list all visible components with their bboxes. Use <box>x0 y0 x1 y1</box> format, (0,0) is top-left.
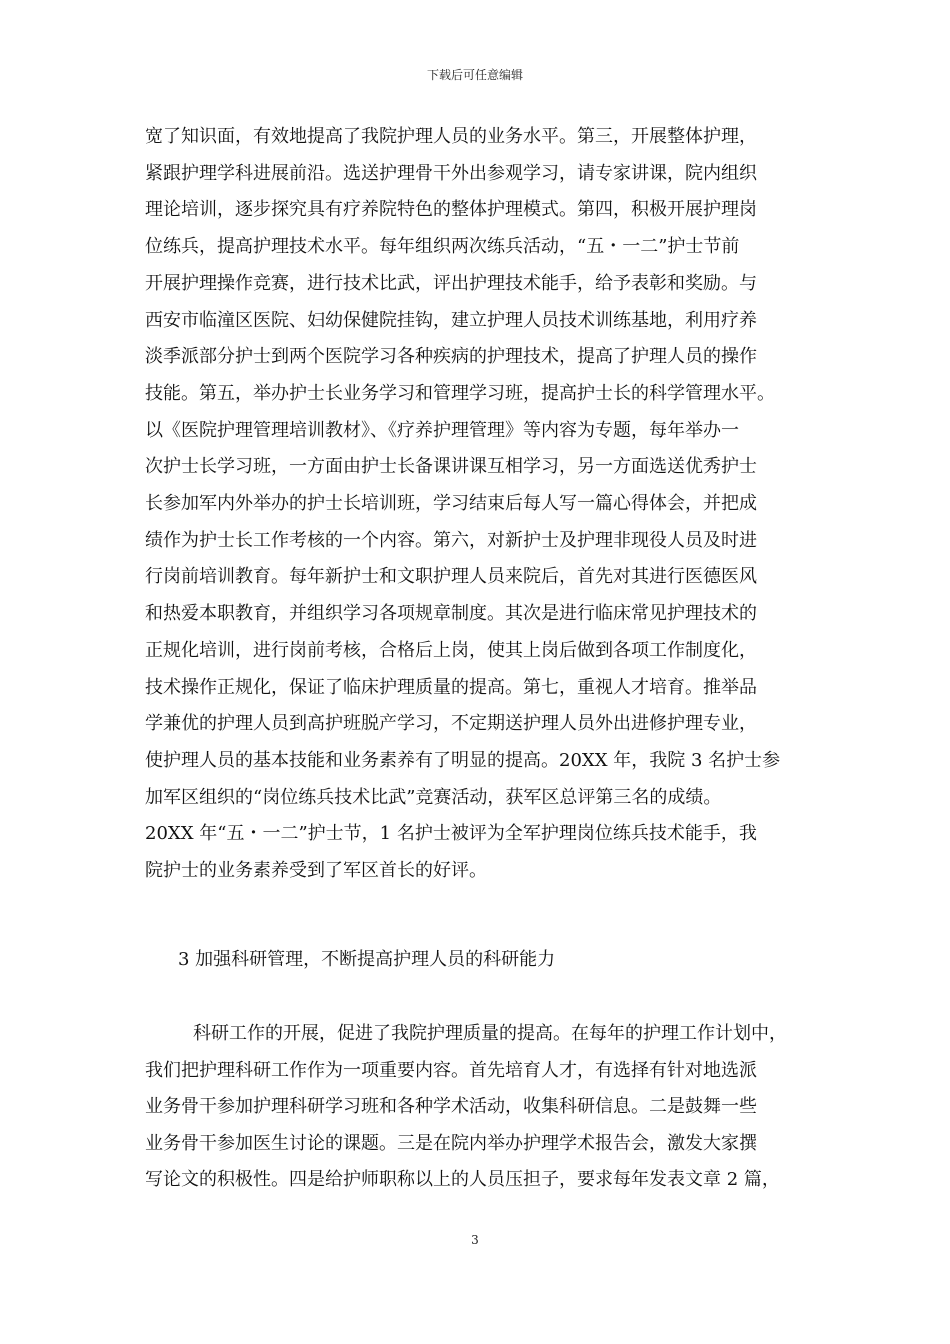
text-line: 和热爱本职教育，并组织学习各项规章制度。其次是进行临床常见护理技术的 <box>145 603 757 625</box>
text-line: 院护士的业务素养受到了军区首长的好评。 <box>145 860 487 881</box>
text-line: 长参加军内外举办的护士长培训班，学习结束后每人写一篇心得体会，并把成 <box>145 493 757 514</box>
text-line: 淡季派部分护士到两个医院学习各种疾病的护理技术，提高了护理人员的操作 <box>145 346 757 368</box>
text-line: 西安市临潼区医院、妇幼保健院挂钩，建立护理人员技术训练基地，利用疗养 <box>145 309 757 331</box>
text-line: 宽了知识面，有效地提高了我院护理人员的业务水平。第三，开展整体护理， <box>145 126 757 147</box>
text-line: 绩作为护士长工作考核的一个内容。第六，对新护士及护理非现役人员及时进 <box>145 529 757 551</box>
page-number: 3 <box>471 1233 479 1247</box>
text-line: 业务骨干参加医生讨论的课题。三是在院内举办护理学术报告会，激发大家撰 <box>145 1132 757 1154</box>
text-line: 位练兵，提高护理技术水平。每年组织两次练兵活动，“五・一二”护士节前 <box>145 236 740 258</box>
text-line: 紧跟护理学科进展前沿。选送护理骨干外出参观学习，请专家讲课，院内组织 <box>145 162 757 184</box>
text-line: 理论培训，逐步探究具有疗养院特色的整体护理模式。第四，积极开展护理岗 <box>145 199 757 221</box>
text-line: 科研工作的开展，促进了我院护理质量的提高。在每年的护理工作计划中， <box>193 1023 787 1044</box>
text-line: 我们把护理科研工作作为一项重要内容。首先培育人才，有选择有针对地选派 <box>145 1059 757 1081</box>
text-line: 使护理人员的基本技能和业务素养有了明显的提高。20XX 年，我院 3 名护士参 <box>145 749 781 771</box>
text-line: 业务骨干参加护理科研学习班和各种学术活动，收集科研信息。二是鼓舞一些 <box>145 1096 757 1117</box>
text-line: 开展护理操作竞赛，进行技术比武，评出护理技术能手，给予表彰和奖励。与 <box>145 272 757 294</box>
text-line: 以《医院护理管理培训教材》、《疗养护理管理》等内容为专题，每年举办一 <box>145 419 739 441</box>
text-line: 行岗前培训教育。每年新护士和文职护理人员来院后，首先对其进行医德医风 <box>145 566 757 588</box>
text-line: 写论文的积极性。四是给护师职称以上的人员压担子，要求每年发表文章 2 篇， <box>145 1169 780 1190</box>
section-heading: 3 加强科研管理，不断提高护理人员的科研能力 <box>178 949 556 970</box>
text-line: 技术操作正规化，保证了临床护理质量的提高。第七，重视人才培育。推举品 <box>145 676 757 698</box>
text-line: 技能。第五，举办护士长业务学习和管理学习班，提高护士长的科学管理水平。 <box>145 382 775 404</box>
text-line: 加军区组织的“岗位练兵技术比武”竞赛活动，获军区总评第三名的成绩。 <box>145 786 722 808</box>
text-line: 次护士长学习班，一方面由护士长备课讲课互相学习，另一方面选送优秀护士 <box>145 456 757 478</box>
text-line: 正规化培训，进行岗前考核，合格后上岗，使其上岗后做到各项工作制度化， <box>145 639 757 661</box>
text-line: 20XX 年“五・一二”护士节，1 名护士被评为全军护理岗位练兵技术能手，我 <box>145 823 757 845</box>
text-line: 学兼优的护理人员到高护班脱产学习，不定期送护理人员外出进修护理专业， <box>145 713 757 735</box>
page-header: 下载后可任意编辑 <box>426 68 523 82</box>
